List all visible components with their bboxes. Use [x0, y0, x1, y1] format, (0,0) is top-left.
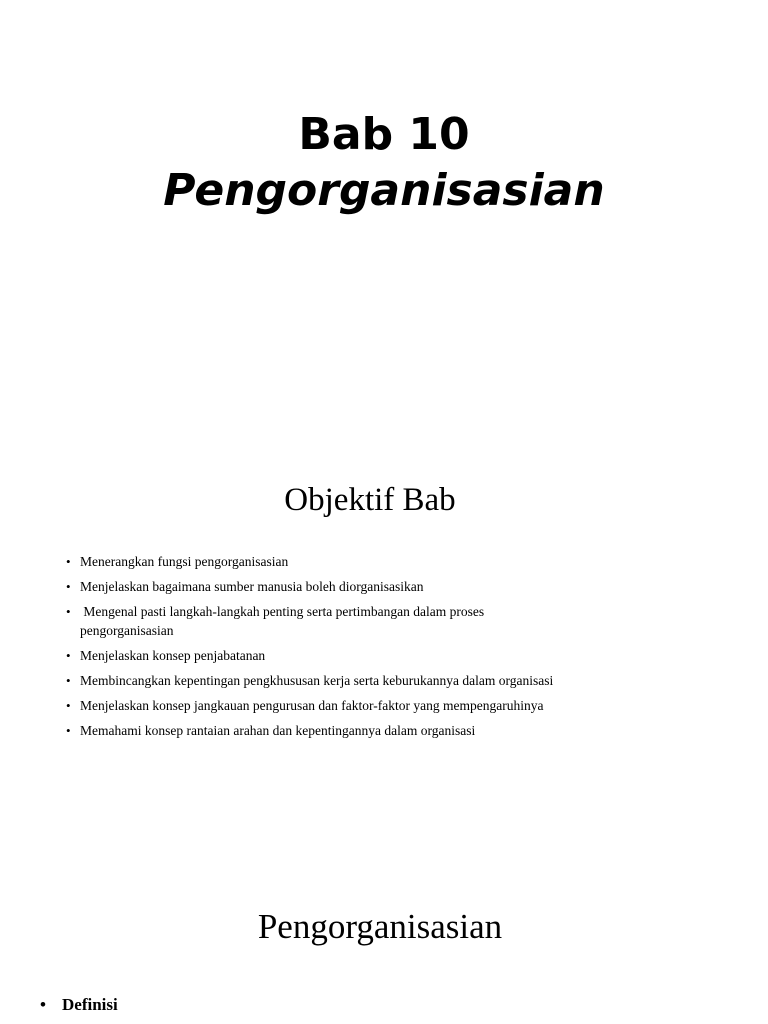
objective-text: Menjelaskan bagaimana sumber manusia boleh diorganisasikan	[80, 579, 424, 594]
objective-text: Menjelaskan konsep jangkauan pengurusan dan faktor-faktor yang mempengaruhinya	[80, 698, 544, 713]
objective-text: Menjelaskan konsep penjabatanan	[80, 648, 266, 663]
bullet-icon: •	[66, 673, 71, 688]
organizing-item	[40, 994, 118, 1016]
bullet-icon: •	[40, 995, 46, 1014]
bullet-icon: •	[66, 723, 71, 738]
objective-item	[66, 721, 566, 740]
objective-item	[66, 646, 566, 665]
objective-item	[66, 577, 566, 596]
chapter-title: Pengorganisasian	[163, 165, 605, 216]
bullet-icon: •	[66, 698, 71, 713]
objective-text: Mengenal pasti langkah-langkah penting serta pertimbangan dalam proses pengorganisasian	[80, 604, 488, 638]
bullet-icon: •	[66, 648, 71, 663]
objectives-heading: Objektif Bab	[284, 482, 456, 518]
objective-item	[66, 696, 566, 715]
objective-text: Menerangkan fungsi pengorganisasian	[80, 554, 289, 569]
objectives-list	[66, 552, 566, 746]
bullet-icon: •	[66, 604, 71, 619]
organizing-item-text: Definisi	[62, 995, 118, 1014]
objective-item	[66, 552, 566, 571]
objectives-slide	[0, 440, 768, 840]
objective-text: Membincangkan kepentingan pengkhususan kerja serta keburukannya dalam organisasi	[80, 673, 554, 688]
organizing-list	[40, 994, 118, 1016]
title-slide	[0, 0, 768, 440]
bullet-icon: •	[66, 554, 71, 569]
organizing-slide	[0, 880, 768, 1024]
organizing-heading: Pengorganisasian	[257, 907, 503, 946]
objective-item	[66, 602, 566, 640]
chapter-number: Bab 10	[298, 109, 470, 160]
objective-item	[66, 671, 566, 690]
objective-text: Memahami konsep rantaian arahan dan kepentingannya dalam organisasi	[80, 723, 476, 738]
bullet-icon: •	[66, 579, 71, 594]
